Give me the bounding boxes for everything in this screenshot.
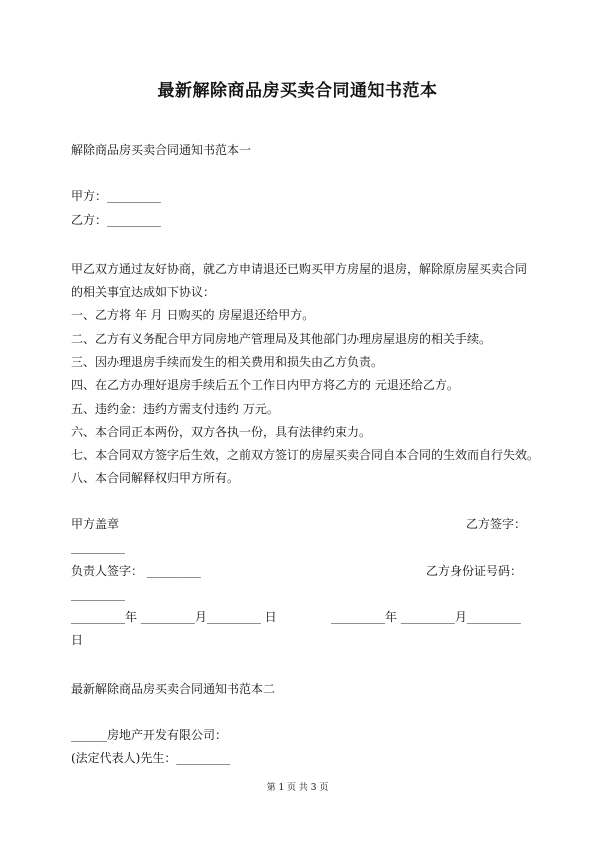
clause-8: 八、本合同解释权归甲方所有。 [71,471,240,485]
date-day-char: 日 [71,633,84,647]
party-a-line: 甲方：_________ [71,189,162,203]
clause-1: 一、乙方将 年 月 日购买的 房屋退还给甲方。 [71,308,315,322]
intro-line-1: 甲乙双方通过友好协商，就乙方申请退还已购买甲方房屋的退房，解除原房屋买卖合同 [71,262,528,276]
date-left: _________年 _________月_________ 日 [71,610,277,624]
signature-blank: _________ [71,540,125,554]
clause-6: 六、本合同正本两份，双方各执一份，具有法律约束力。 [71,425,372,439]
section2-heading: 最新解除商品房买卖合同通知书范本二 [71,682,276,696]
party-b-id-label: 乙方身份证号码： [426,564,523,578]
company-line: ______房地产开发有限公司： [71,728,228,742]
clause-3: 三、因办理退房手续而发生的相关费用和损失由乙方负责。 [71,355,384,369]
page-footer: 第 1 页 共 3 页 [266,783,329,793]
party-a-seal-label: 甲方盖章 [71,517,120,531]
party-b-sign-label: 乙方签字： [466,517,527,531]
representative-line: (法定代表人)先生：_________ [71,751,231,765]
clause-7: 七、本合同双方签字后生效，之前双方签订的房屋买卖合同自本合同的生效而自行失效。 [71,448,540,462]
intro-line-2: 的相关事宜达成如下协议： [71,285,216,299]
clause-4: 四、在乙方办理好退房手续后五个工作日内甲方将乙方的 元退还给乙方。 [71,378,459,392]
responsible-sign-label: 负责人签字： _________ [71,564,201,578]
party-b-line: 乙方：_________ [71,213,162,227]
id-blank: _________ [71,587,125,601]
clause-2: 二、乙方有义务配合甲方同房地产管理局及其他部门办理房屋退房的相关手续。 [71,332,492,346]
section1-heading: 解除商品房买卖合同通知书范本一 [71,143,252,157]
document-title: 最新解除商品房买卖合同通知书范本 [157,81,438,101]
clause-5: 五、违约金：违约方需支付违约 万元。 [71,402,279,416]
date-right: _________年 _________月_________ [331,610,521,624]
